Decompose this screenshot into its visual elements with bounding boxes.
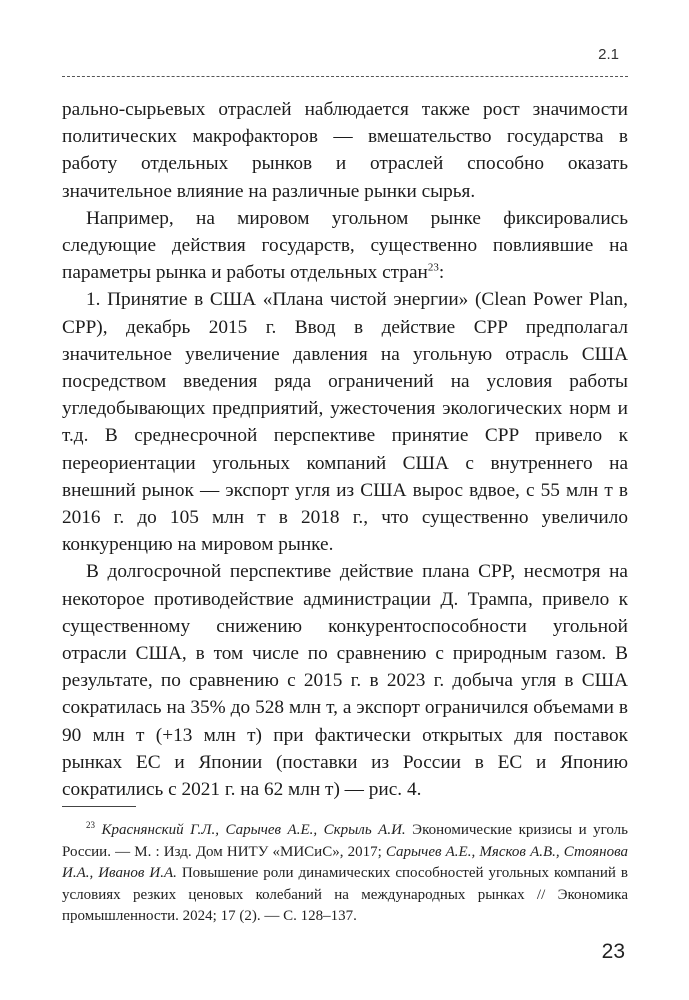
paragraph-intro: Например, на мировом угольном рынке фиксировались следующие действия государств, существенно повлиявшие на параметры рынка и работы отдельных стран$^{23}$: — [62, 207, 628, 284]
footnote-authors-1: Краснянский Г.Л., Сарычев А.Е., Скрыль А.И. — [101, 822, 406, 838]
paragraph-continuation: рально-сырьевых отраслей наблюдается также рост значимости политических макрофакторов — вмешательство государства в работу отдельных рынков и отраслей способно оказать значительное влияние на различные рынки сырья. — [62, 99, 628, 202]
footnote-authors-2: Сарычев А.Е., Мясков А.В., Стоянова И.А., Иванов И.А. — [62, 843, 628, 881]
paragraph-intro-text: Например, на мировом угольном рынке фиксировались следующие действия государств, существенно повлиявшие на параметры рынка и работы отдельных стран — [62, 207, 628, 284]
footnote — [62, 820, 628, 928]
footnote-reference[interactable]: 23 — [427, 261, 439, 274]
footnote-text-1: Экономические кризисы и уголь России. — М. : Изд. Дом НИТУ «МИСиС», 2017; — [62, 822, 628, 860]
footnote-text-2: Повышение роли динамических способностей угольных компаний в условиях резких ценовых колебаний на международных рынках // Экономика промышленности. 2024; 17 (2). — С. 128–137. — [62, 865, 629, 924]
footnote-rule — [62, 806, 136, 807]
paragraph-long-term: В долгосрочной перспективе действие плана CPP, несмотря на некоторое противодействие администрации Д. Трампа, привело к существенному снижению конкурентоспособности угольной отрасли США, в том числе по сравнению с природным газом. В результате, по сравнению с 2015 г. в 2023 г. добыча угля в США сократилась на 35% до 528 млн т, а экспорт ограничился объемами в 90 млн т (+13 млн т) при фактически открытых для поставок рынках ЕС и Японии (поставки из России в ЕС и Японию сократились с 2021 г. на 62 млн т) — рис. 4. — [62, 561, 628, 801]
footnote-mark: 23 — [86, 820, 95, 830]
body-text — [62, 96, 628, 803]
paragraph-item-1: 1. Принятие в США «Плана чистой энергии» (Clean Power Plan, CPP), декабрь 2015 г. Ввод в действие CPP предполагал значительное увеличение давления на угольную отрасль США посредством введения ряда ограничений на условия работы угледобывающих предприятий, ужесточения экологических норм и т.д. В среднесрочной перспективе принятие CPP привело к переориентации угольных компаний США с внутреннего на внешний рынок — экспорт угля из США вырос вдвое, с 55 млн т в 2016 г. до 105 млн т в 2018 г., что существенно увеличило конкуренцию на мировом рынке. — [62, 289, 628, 556]
section-number: 2.1 — [598, 46, 619, 63]
header-rule — [62, 76, 628, 77]
page-number: 23 — [601, 940, 625, 963]
